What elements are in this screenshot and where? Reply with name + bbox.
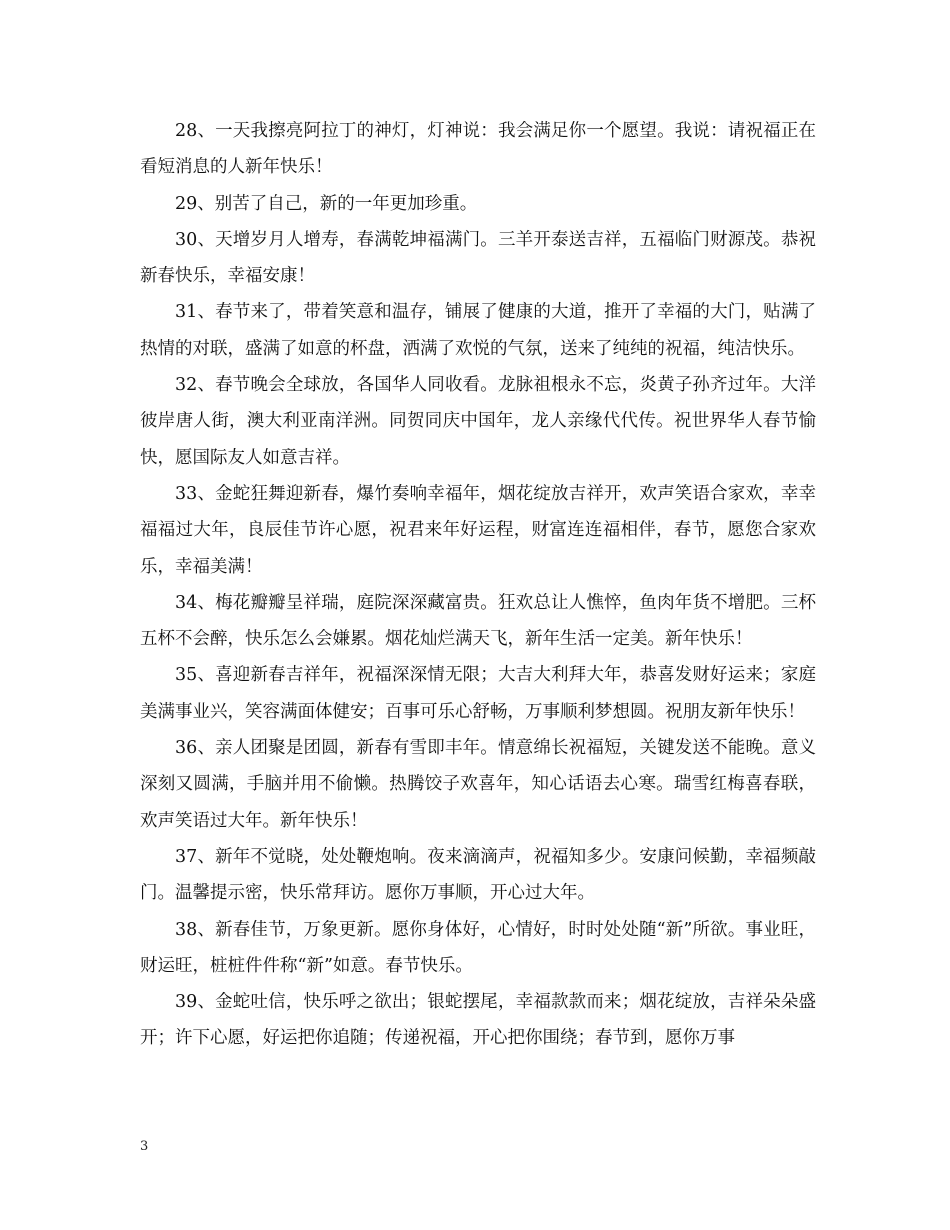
page-number: 3 — [140, 1139, 149, 1154]
body-text — [140, 113, 816, 1057]
paragraph-34: 34、梅花瓣瓣呈祥瑞，庭院深深藏富贵。狂欢总让人憔悴，鱼肉年货不增肥。三杯五杯不会醉，快乐怎么会嫌累。烟花灿烂满天飞，新年生活一定美。新年快乐！ — [140, 592, 816, 650]
paragraph-33: 33、金蛇狂舞迎新春，爆竹奏响幸福年，烟花绽放吉祥开，欢声笑语合家欢，幸幸福福过大年，良辰佳节许心愿，祝君来年好运程，财富连连福相伴，春节，愿您合家欢乐，幸福美满！ — [140, 483, 816, 577]
paragraph-39: 39、金蛇吐信，快乐呼之欲出；银蛇摆尾，幸福款款而来；烟花绽放，吉祥朵朵盛开；许下心愿，好运把你追随；传递祝福，开心把你围绕；春节到，愿你万事 — [140, 992, 816, 1049]
paragraph-36: 36、亲人团聚是团圆，新春有雪即丰年。情意绵长祝福短，关键发送不能晚。意义深刻又圆满，手脑并用不偷懒。热腾饺子欢喜年，知心话语去心寒。瑞雪红梅喜春联，欢声笑语过大年。新年快乐！ — [140, 738, 816, 831]
paragraph-37: 37、新年不觉晓，处处鞭炮响。夜来滴滴声，祝福知多少。安康问候勤，幸福频敲门。温馨提示密，快乐常拜访。愿你万事顺，开心过大年。 — [140, 846, 816, 904]
paragraph-29: 29、别苦了自己，新的一年更加珍重。 — [175, 193, 478, 214]
paragraph-32: 32、春节晚会全球放，各国华人同收看。龙脉祖根永不忘，炎黄子孙齐过年。大洋彼岸唐人街，澳大利亚南洋洲。同贺同庆中国年，龙人亲缘代代传。祝世界华人春节愉快，愿国际友人如意吉祥。 — [140, 375, 816, 468]
paragraph-38: 38、新春佳节，万象更新。愿你身体好，心情好，时时处处随“新”所欲。事业旺，财运旺，桩桩件件称“新”如意。春节快乐。 — [140, 919, 816, 976]
paragraph-28: 28、一天我擦亮阿拉丁的神灯，灯神说：我会满足你一个愿望。我说：请祝福正在看短消息的人新年快乐！ — [140, 121, 816, 178]
paragraph-30: 30、天增岁月人增寿，春满乾坤福满门。三羊开泰送吉祥，五福临门财源茂。恭祝新春快乐，幸福安康！ — [140, 229, 816, 287]
paragraph-35: 35、喜迎新春吉祥年，祝福深深情无限；大吉大利拜大年，恭喜发财好运来；家庭美满事业兴，笑容满面体健安；百事可乐心舒畅，万事顺利梦想圆。祝朋友新年快乐！ — [140, 665, 816, 722]
paragraph-31: 31、春节来了，带着笑意和温存，铺展了健康的大道，推开了幸福的大门，贴满了热情的对联，盛满了如意的杯盘，洒满了欢悦的气氛，送来了纯纯的祝福，纯洁快乐。 — [140, 302, 816, 359]
